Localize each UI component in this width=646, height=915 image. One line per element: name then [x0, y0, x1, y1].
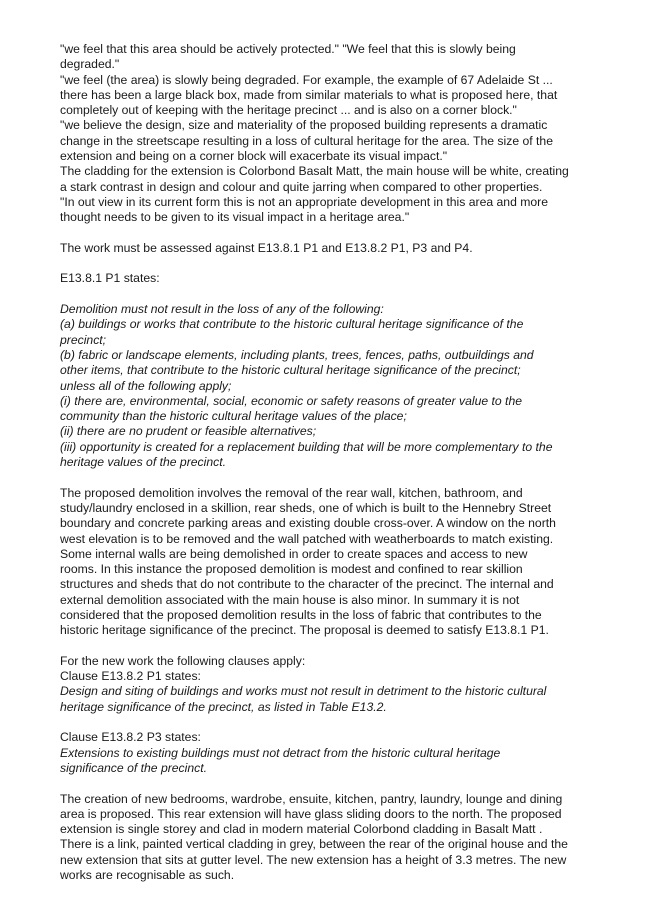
quote-line: The cladding for the extension is Colorbond Basalt Matt, the main house will be white, creating [60, 164, 569, 179]
paragraph-line: There is a link, painted vertical cladding in grey, between the rear of the original house and the [60, 837, 568, 852]
paragraph-line: west elevation is to be removed and the wall patched with weatherboards to match existing. [60, 531, 554, 546]
clause-p3-heading: Clause E13.8.2 P3 states: [60, 730, 201, 745]
clause-line: Demolition must not result in the loss of any of the following: [60, 302, 384, 317]
quote-line: completely out of keeping with the heritage precinct ... and is also on a corner block." [60, 103, 517, 118]
p1-heading: E13.8.1 P1 states: [60, 271, 160, 286]
clause-line: heritage values of the precinct. [60, 455, 226, 470]
clause-line: community than the historic cultural heritage values of the place; [60, 409, 407, 424]
paragraph-line: works are recognisable as such. [60, 868, 235, 883]
new-work-intro: For the new work the following clauses apply: [60, 653, 306, 668]
quote-line: "In out view in its current form this is not an appropriate development in this area and more [60, 194, 549, 209]
quote-line: "we feel (the area) is slowly being degraded. For example, the example of 67 Adelaide St ... [60, 72, 553, 87]
paragraph-line: structures and sheds that do not contribute to the character of the precinct. The internal and [60, 577, 554, 592]
clause-p1-text [60, 684, 600, 715]
quote-line: degraded." [60, 57, 120, 72]
quote-line: there has been a large black box, made from similar materials to what is proposed here, that [60, 87, 558, 102]
quote-line: change in the streetscape resulting in a loss of cultural heritage for the area. The size of the [60, 133, 553, 148]
clause-line: (a) buildings or works that contribute to the historic cultural heritage significance of the [60, 317, 524, 332]
quote-line: "we believe the design, size and materiality of the proposed building represents a dramatic [60, 118, 548, 133]
quote-line: thought needs to be given to its visual impact in a heritage area." [60, 210, 410, 225]
clause-line: precinct; [60, 332, 107, 347]
clause-line: (iii) opportunity is created for a replacement building that will be more complementary to the [60, 439, 553, 454]
clause-line: significance of the precinct. [60, 760, 208, 775]
clause-p1-heading: Clause E13.8.2 P1 states: [60, 669, 201, 684]
paragraph-line: boundary and concrete parking areas and existing double cross-over. A window on the north [60, 516, 556, 531]
paragraph-line: The creation of new bedrooms, wardrobe, ensuite, kitchen, pantry, laundry, lounge and dining [60, 791, 563, 806]
paragraph-line: study/laundry enclosed in a skillion, rear sheds, one of which is built to the Hennebry Street [60, 500, 552, 515]
clause-line: (i) there are, environmental, social, economic or safety reasons of greater value to the [60, 393, 523, 408]
paragraph-line: considered that the proposed demolition results in the loss of fabric that contributes to the [60, 607, 542, 622]
assessment-statement: The work must be assessed against E13.8.1 P1 and E13.8.2 P1, P3 and P4. [60, 240, 473, 255]
quote-line: a stark contrast in design and colour and quite jarring when compared to other properties. [60, 179, 543, 194]
clause-line: heritage significance of the precinct, as listed in Table E13.2. [60, 699, 387, 714]
clause-line: unless all of the following apply; [60, 378, 232, 393]
clause-line: other items, that contribute to the historic cultural heritage significance of the precinct; [60, 363, 521, 378]
paragraph-line: external demolition associated with the main house is also minor. In summary it is not [60, 592, 520, 607]
quote-line: "we feel that this area should be actively protected." "We feel that this is slowly being [60, 42, 516, 56]
clause-line: Extensions to existing buildings must not detract from the historic cultural heritage [60, 745, 501, 760]
extension-paragraph [60, 792, 600, 884]
paragraph-line: rooms. In this instance the proposed demolition is modest and confined to rear skillion [60, 562, 523, 577]
quote-line: extension and being on a corner block will exacerbate its visual impact." [60, 149, 448, 164]
paragraph-line: extension is single storey and clad in modern material Colorbond cladding in Basalt Matt . [60, 822, 543, 837]
clause-line: (ii) there are no prudent or feasible alternatives; [60, 424, 317, 439]
clause-line: (b) fabric or landscape elements, including plants, trees, fences, paths, outbuildings and [60, 347, 534, 362]
clause-line: Design and siting of buildings and works must not result in detriment to the historic cultural [60, 684, 547, 699]
paragraph-line: new extension that sits at gutter level. The new extension has a height of 3.3 metres. The new [60, 852, 567, 867]
paragraph-line: historic heritage significance of the precinct. The proposal is deemed to satisfy E13.8.1 P1. [60, 623, 549, 638]
paragraph-line: Some internal walls are being demolished in order to create spaces and access to new [60, 546, 528, 561]
paragraph-line: The proposed demolition involves the removal of the rear wall, kitchen, bathroom, and [60, 485, 523, 500]
paragraph-line: area is proposed. This rear extension will have glass sliding doors to the north. The proposed [60, 806, 562, 821]
demolition-paragraph [60, 486, 600, 639]
p1-clause-text [60, 302, 600, 470]
document-page [60, 42, 600, 883]
clause-p3-text [60, 746, 600, 777]
objection-quotes [60, 42, 600, 226]
